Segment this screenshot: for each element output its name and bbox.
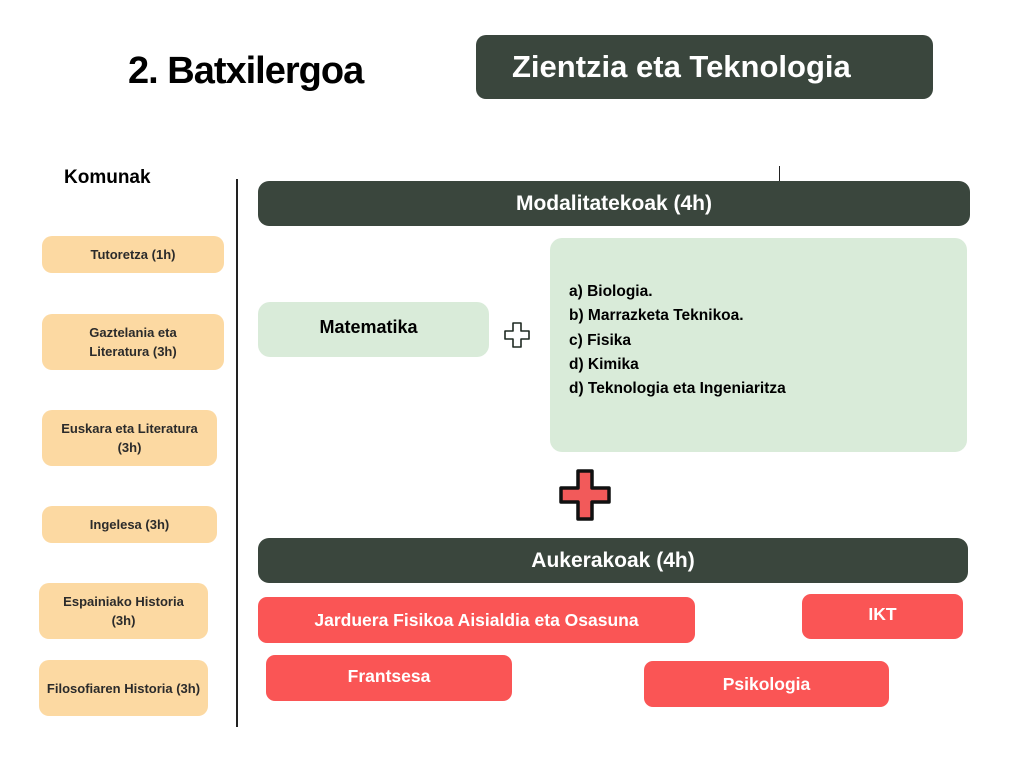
modality-option: a) Biologia.	[569, 283, 653, 300]
subject-banner	[476, 35, 933, 99]
elective-header-label: Aukerakoak (4h)	[531, 548, 695, 572]
common-heading: Komunak	[64, 167, 151, 188]
elective-item-jarduera-fisikoa	[258, 597, 695, 643]
elective-item-label: Frantsesa	[347, 665, 431, 686]
modality-option: d) Teknologia eta Ingeniaritza	[569, 380, 786, 398]
common-item-label: Ingelesa (3h)	[89, 517, 170, 532]
elective-item-label: Psikologia	[722, 673, 811, 694]
common-item-label: Filosofiaren Historia (3h)	[46, 680, 201, 696]
common-item-gaztelania	[42, 314, 224, 370]
modality-options-box	[550, 238, 967, 452]
core-subject-box	[258, 302, 489, 357]
modality-header	[258, 181, 970, 226]
common-item-tutoretza	[42, 236, 224, 273]
elective-item-label: Jarduera Fisikoa Aisialdia eta Osasuna	[314, 609, 639, 630]
common-item-filosofia	[39, 660, 208, 716]
elective-item-ikt	[802, 594, 963, 639]
elective-header	[258, 538, 968, 583]
common-item-euskara	[42, 410, 217, 466]
core-subject-label: Matematika	[319, 317, 418, 337]
modality-option: b) Marrazketa Teknikoa.	[569, 307, 744, 325]
elective-item-frantsesa	[266, 655, 512, 701]
modality-option: d) Kimika	[569, 355, 639, 373]
common-item-label: Tutoretza (1h)	[90, 247, 176, 262]
common-item-label: Espainiako Historia (3h)	[63, 594, 184, 628]
divider-tick	[779, 166, 780, 182]
elective-item-psikologia	[644, 661, 889, 707]
page-title: 2. Batxilergoa	[128, 50, 364, 92]
big-plus-icon	[557, 467, 613, 523]
modality-options-list	[569, 280, 786, 401]
common-item-label: Gaztelania eta Literatura (3h)	[89, 325, 177, 359]
common-item-espainiako-historia	[39, 583, 208, 639]
modality-option: c) Fisika	[569, 331, 632, 349]
common-item-label: Euskara eta Literatura (3h)	[61, 421, 198, 455]
subject-label: Zientzia eta Teknologia	[512, 49, 851, 84]
small-plus-icon	[503, 321, 531, 349]
common-item-ingelesa	[42, 506, 217, 543]
elective-item-label: IKT	[868, 604, 897, 624]
vertical-divider	[236, 179, 238, 727]
modality-header-label: Modalitatekoak (4h)	[515, 191, 713, 215]
